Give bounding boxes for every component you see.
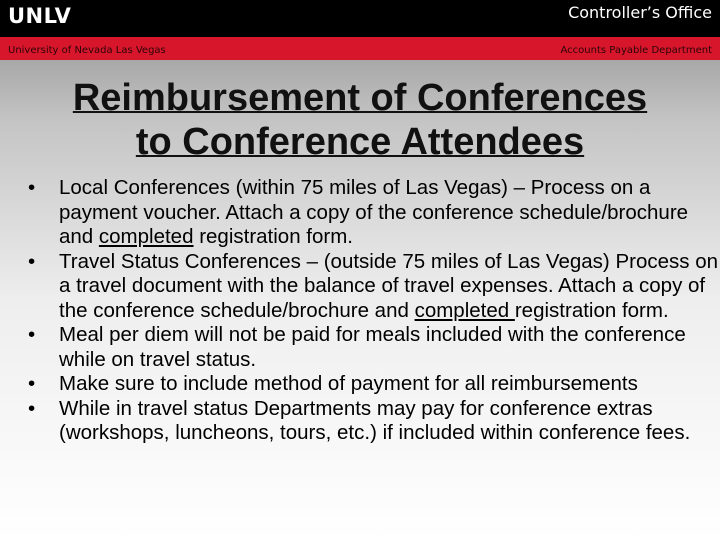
- bullet-text: While in travel status Departments may pay for conference extras (workshops, luncheons, tours, etc.) if included within conference fees.: [59, 396, 691, 444]
- underlined-word: completed: [98, 225, 194, 248]
- department-name: Accounts Payable Department: [560, 45, 712, 56]
- bullet-method-of-payment: [28, 372, 718, 397]
- subheader-bar: [0, 37, 720, 60]
- bullet-text-end: registration form.: [514, 298, 669, 322]
- bullet-text: Travel Status Conferences – (outside 75 miles of Las Vegas) Process on a travel document with the balance of travel expenses. Attach a copy of the conference schedule/brochure and: [59, 249, 718, 322]
- title-line-2: to Conference Attendees: [135, 121, 585, 163]
- slide-title: [40, 76, 680, 164]
- underlined-word: completed: [414, 298, 515, 322]
- bullet-conference-extras: [28, 397, 718, 446]
- bullet-local-conferences: [28, 176, 718, 250]
- title-line-1: Reimbursement of Conferences: [72, 77, 648, 119]
- brand-logo: UNLV: [8, 4, 72, 28]
- bullet-meal-per-diem: [28, 323, 718, 372]
- header-bar: [0, 0, 720, 37]
- bullet-text: Make sure to include method of payment for all reimbursements: [59, 372, 638, 395]
- bullet-text: Local Conferences (within 75 miles of Las Vegas) – Process on a payment voucher. Attach a copy of the conference schedule/brochure and: [59, 176, 689, 248]
- bullet-text-end: registration form.: [193, 225, 353, 248]
- bullet-list: [28, 176, 718, 446]
- university-name: University of Nevada Las Vegas: [8, 45, 166, 56]
- bullet-text: Meal per diem will not be paid for meals included with the conference while on travel status.: [59, 323, 686, 371]
- bullet-travel-status-conferences: [28, 250, 718, 324]
- office-name: Controller’s Office: [568, 3, 712, 22]
